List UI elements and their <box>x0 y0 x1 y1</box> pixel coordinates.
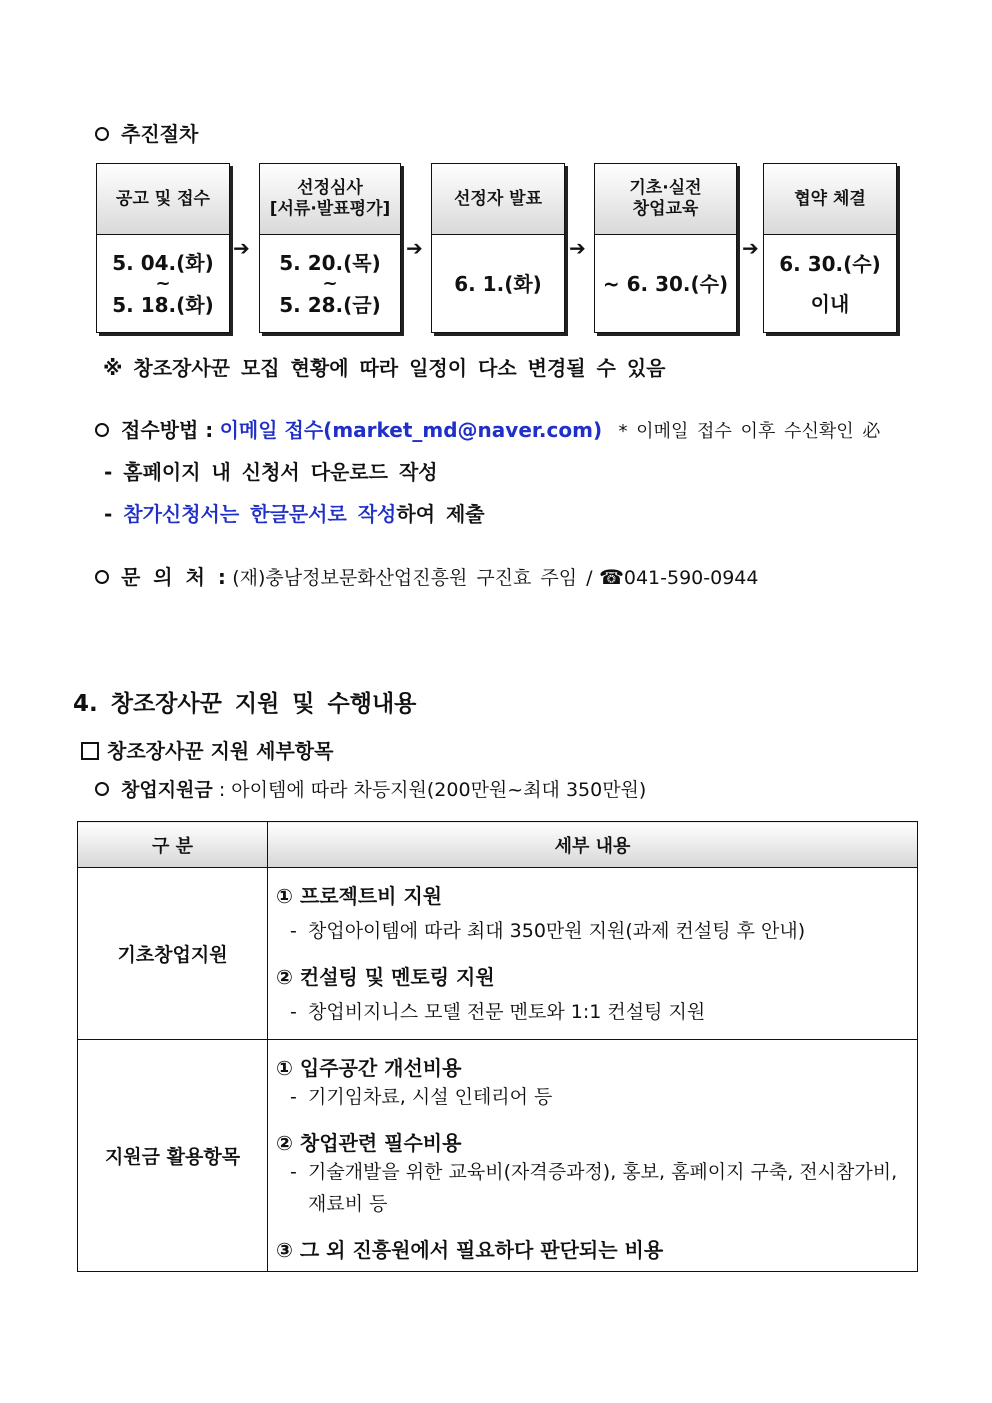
step-title: 기초·실전 창업교육 <box>595 164 736 235</box>
application-method: 접수방법 : 이메일 접수(market_md@naver.com) * 이메일 접수 이후 수신확인 必 <box>95 414 880 443</box>
phone-icon: ☎ <box>598 565 624 589</box>
item-desc: - 기술개발을 위한 교육비(자격증과정), 홍보, 홈페이지 구축, 전시참가비, 재료비 등 <box>290 1161 898 1215</box>
process-step-1 <box>96 163 230 333</box>
row-content <box>268 1040 918 1272</box>
circle-bullet-icon <box>95 127 109 141</box>
table-row <box>78 1040 918 1272</box>
circle-bullet-icon <box>95 782 109 796</box>
procedure-heading: 추진절차 <box>95 118 198 147</box>
contact-line: 문 의 처 : (재)충남정보문화산업진흥원 구진효 주임 / ☎041-590-0944 <box>95 561 758 590</box>
column-header: 세부 내용 <box>268 822 918 868</box>
step-title: 선정자 발표 <box>432 164 564 235</box>
application-line-2: - 참가신청서는 한글문서로 작성하여 제출 <box>104 502 485 526</box>
process-step-2 <box>259 163 401 333</box>
item-title: ① 프로젝트비 지원 <box>276 884 443 908</box>
item-title: ② 창업관련 필수비용 <box>276 1131 462 1155</box>
step-date: 5. 04.(화) ~ 5. 18.(화) <box>112 250 214 317</box>
table-header-row <box>78 822 918 868</box>
arrow-right-icon: ➔ <box>233 236 250 260</box>
process-step-4 <box>594 163 737 333</box>
process-step-5 <box>763 163 897 333</box>
application-line-1: - 홈페이지 내 신청서 다운로드 작성 <box>104 460 438 484</box>
application-email: 이메일 접수(market_md@naver.com) <box>219 418 603 442</box>
grant-line: 창업지원금 : 아이템에 따라 차등지원(200만원~최대 350만원) <box>95 775 646 802</box>
arrow-right-icon: ➔ <box>742 236 759 260</box>
step-date: 6. 1.(화) <box>454 271 542 296</box>
contact-phone: 041-590-0944 <box>623 567 759 589</box>
step-date: ~ 6. 30.(수) <box>602 271 729 296</box>
step-title: 공고 및 접수 <box>97 164 229 235</box>
item-title: ② 컨설팅 및 멘토링 지원 <box>276 965 495 989</box>
step-date: 5. 20.(목) ~ 5. 28.(금) <box>279 250 381 317</box>
item-desc: - 기기임차료, 시설 인테리어 등 <box>290 1086 553 1108</box>
schedule-note: ※ 창조장사꾼 모집 현황에 따라 일정이 다소 변경될 수 있음 <box>103 356 666 380</box>
item-title: ① 입주공간 개선비용 <box>276 1056 462 1080</box>
circle-bullet-icon <box>95 423 109 437</box>
table-row <box>78 868 918 1040</box>
section-title: 4. 창조장사꾼 지원 및 수행내용 <box>73 691 417 717</box>
step-title: 협약 체결 <box>764 164 896 235</box>
item-title: ③ 그 외 진흥원에서 필요하다 판단되는 비용 <box>276 1238 664 1262</box>
row-label: 지원금 활용항목 <box>78 1040 268 1272</box>
arrow-right-icon: ➔ <box>406 236 423 260</box>
item-desc: - 창업아이템에 따라 최대 350만원 지원(과제 컨설팅 후 안내) <box>290 920 806 942</box>
support-details-table <box>77 821 918 1272</box>
step-date: 6. 30.(수) 이내 <box>779 251 881 316</box>
circle-bullet-icon <box>95 570 109 584</box>
process-step-3 <box>431 163 565 333</box>
item-desc: - 창업비지니스 모델 전문 멘토와 1:1 컨설팅 지원 <box>290 1001 706 1023</box>
row-label: 기초창업지원 <box>78 868 268 1040</box>
row-content <box>268 868 918 1040</box>
column-header: 구 분 <box>78 822 268 868</box>
step-title: 선정심사 [서류·발표평가] <box>260 164 400 235</box>
checkbox-square-icon <box>81 742 99 760</box>
application-note: * 이메일 접수 이후 수신확인 必 <box>618 421 881 442</box>
arrow-right-icon: ➔ <box>569 236 586 260</box>
section-subheading: 창조장사꾼 지원 세부항목 <box>81 735 333 764</box>
